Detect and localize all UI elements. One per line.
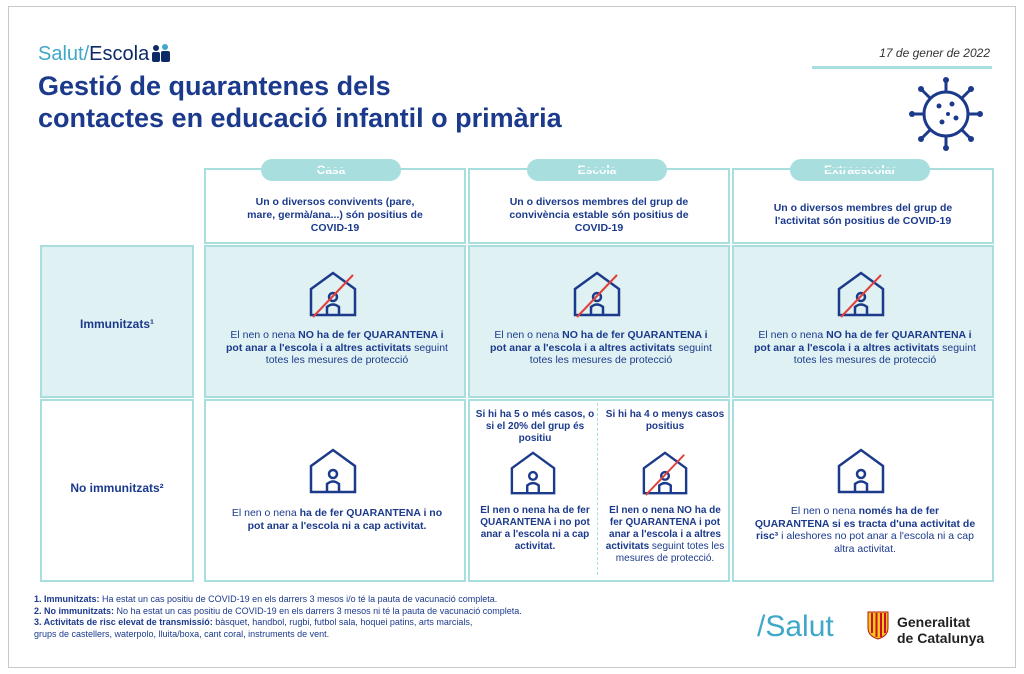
footnote-3: 3. Activitats de risc elevat de transmissió: bàsquet, handbol, rugbi, futbol sala, hoquei patins, arts marcials, — [34, 617, 473, 627]
date-divider — [812, 66, 992, 69]
escola-condition-a: Si hi ha 5 o més casos, o si el 20% del grup és positiu — [475, 409, 595, 444]
escola-description: Un o diversos membres del grup de convivència estable són positius de COVID-19 — [509, 196, 689, 234]
cell-nonimmune-extraescolar — [732, 399, 994, 582]
footnote-3-cont: grups de castellers, waterpolo, lluita/boxa, cant coral, instruments de vent. — [34, 628, 330, 639]
row-label-no-immunitzats: No immunitzats² — [70, 481, 164, 495]
row-label-cell-immunitzats — [40, 245, 194, 398]
immune-extraescolar-text: El nen o nena NO ha de fer QUARANTENA i pot anar a l'escola i a altres activitats seguint totes les mesures de protecció — [754, 329, 976, 366]
immune-casa-text: El nen o nena NO ha de fer QUARANTENA i pot anar a l'escola i a altres activitats seguint totes les mesures de protecció — [226, 329, 448, 366]
cell-immune-escola — [468, 245, 730, 398]
salut-escola-logo: Salut/Escola — [38, 43, 171, 66]
house-person-icon — [508, 449, 558, 497]
generalitat-logo-text: Generalitat de Catalunya — [897, 614, 985, 646]
extraescolar-description: Un o diversos membres del grup de l'activitat són positius de COVID-19 — [773, 202, 953, 227]
nonimmune-casa-text: El nen o nena ha de fer QUARANTENA i no pot anar a l'escola ni a cap activitat. — [231, 507, 443, 532]
casa-description: Un o diversos convivents (pare, mare, germà/ana...) són positius de COVID-19 — [247, 196, 423, 234]
footnote-2: 2. No immunitzats: No ha estat un cas positiu de COVID-19 en els darrers 3 mesos ni té la pauta de vacunació completa. — [34, 605, 522, 616]
virus-icon — [906, 76, 986, 152]
salut-logo: /Salut — [757, 610, 834, 643]
cell-immune-extraescolar — [732, 245, 994, 398]
header-cell-casa — [204, 168, 466, 244]
escola-text-a: El nen o nena ha de fer QUARANTENA i no pot anar a l'escola ni a cap activitat. — [480, 505, 590, 552]
catalonia-crest-icon — [866, 610, 890, 640]
nonimmune-extraescolar-text: El nen o nena només ha de fer QUARANTENA si es tracta d'una activitat de risc³ i aleshores no pot anar a l'escola ni a cap altra activitat. — [754, 505, 976, 555]
cell-nonimmune-escola — [468, 399, 730, 582]
house-person-crossed-icon — [640, 449, 690, 497]
house-person-crossed-icon — [835, 269, 887, 319]
tab-casa: Casa — [261, 159, 401, 181]
escola-condition-b: Si hi ha 4 o menys casos positius — [605, 409, 725, 432]
house-person-icon — [835, 446, 887, 496]
footnotes — [34, 594, 522, 640]
house-person-crossed-icon — [307, 269, 359, 319]
cell-immune-casa — [204, 245, 466, 398]
tab-escola: Escola — [527, 159, 667, 181]
footnote-1: 1. Immunitzats: Ha estat un cas positiu de COVID-19 en els darrers 3 mesos i/o té la pauta de vacunació completa. — [34, 594, 498, 604]
house-person-icon — [307, 446, 359, 496]
escola-split-divider — [597, 403, 598, 575]
escola-text-b: El nen o nena NO ha de fer QUARANTENA i pot anar a l'escola i a altres activitats seguint totes les mesures de protecció. — [605, 505, 725, 564]
header-cell-escola — [468, 168, 730, 244]
cell-nonimmune-casa — [204, 399, 466, 582]
people-icon — [151, 44, 171, 62]
header-cell-extraescolar — [732, 168, 994, 244]
row-label-immunitzats: Immunitzats¹ — [79, 317, 154, 331]
date: 17 de gener de 2022 — [879, 46, 990, 60]
house-person-crossed-icon — [571, 269, 623, 319]
page-title: Gestió de quarantenes dels contactes en educació infantil o primària — [38, 71, 562, 133]
row-label-cell-no-immunitzats — [40, 399, 194, 582]
tab-extraescolar: Extraescolar — [790, 159, 930, 181]
immune-escola-text: El nen o nena NO ha de fer QUARANTENA i pot anar a l'escola i a altres activitats seguint totes les mesures de protecció — [490, 329, 712, 366]
